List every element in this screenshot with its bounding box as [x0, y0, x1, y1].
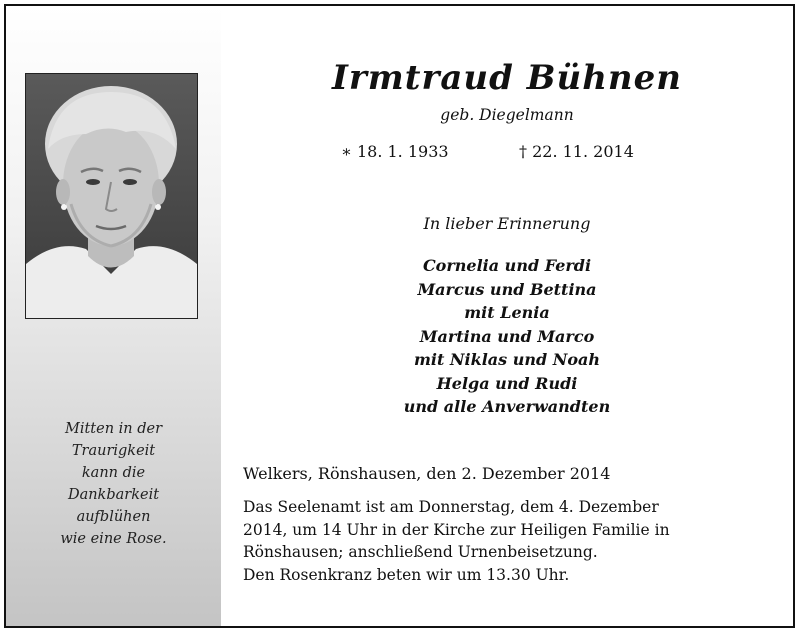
- death-date: † 22. 11. 2014: [519, 142, 634, 161]
- mourner-line: Cornelia und Ferdi: [422, 256, 592, 275]
- service-notice: [243, 496, 763, 586]
- notice-line: Den Rosenkranz beten wir um 13.30 Uhr.: [243, 565, 570, 584]
- notice-line: Das Seelenamt ist am Donnerstag, dem 4. Dezember: [243, 498, 659, 516]
- mourners-list: [221, 254, 793, 419]
- mourner-line: und alle Anverwandten: [403, 397, 611, 416]
- quote-line: Traurigkeit: [71, 443, 156, 459]
- quote-line: kann die: [81, 465, 146, 481]
- mourner-line: Helga und Rudi: [436, 373, 578, 393]
- quote-line: aufblühen: [76, 509, 151, 525]
- place-date: Welkers, Rönshausen, den 2. Dezember 2014: [243, 464, 611, 483]
- portrait-illustration: [26, 74, 197, 318]
- quote-line: Dankbarkeit: [67, 487, 160, 503]
- maiden-name: geb. Diegelmann: [440, 106, 574, 124]
- quote-line: wie eine Rose.: [60, 531, 167, 547]
- mourner-line: mit Niklas und Noah: [413, 350, 601, 369]
- birth-date: ∗ 18. 1. 1933: [341, 142, 449, 161]
- notice-line: Rönshausen; anschließend Urnenbeisetzung.: [243, 543, 598, 561]
- obituary-frame: [4, 4, 795, 628]
- sidebar-quote: [16, 418, 211, 550]
- quote-line: Mitten in der: [64, 421, 163, 437]
- mourner-line: Marcus und Bettina: [417, 279, 597, 299]
- notice-line: 2014, um 14 Uhr in der Kirche zur Heiligen Familie in: [243, 520, 670, 539]
- main-content: [221, 6, 793, 626]
- sidebar: [6, 6, 221, 626]
- mourner-line: Martina und Marco: [419, 326, 595, 346]
- mourner-line: mit Lenia: [464, 303, 550, 322]
- memory-heading: In lieber Erinnerung: [423, 214, 591, 233]
- portrait-photo: [25, 73, 198, 319]
- deceased-name: Irmtraud Bühnen: [331, 58, 683, 98]
